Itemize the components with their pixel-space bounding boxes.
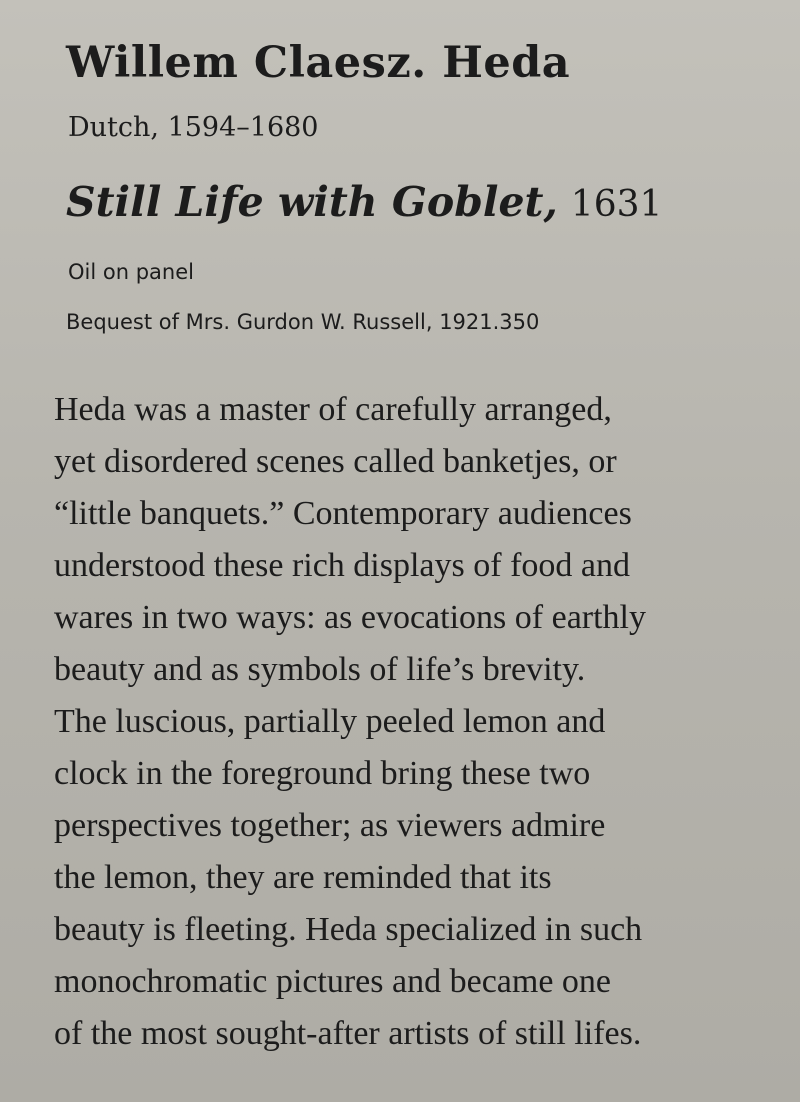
description-line: beauty and as symbols of life’s brevity. [54, 651, 586, 688]
artwork-title [66, 178, 662, 226]
artwork-year: 1631 [570, 184, 663, 225]
description-line: monochromatic pictures and became one [54, 963, 611, 1000]
artist-name: Willem Claesz. Heda [66, 38, 571, 88]
description-paragraph [54, 384, 784, 1060]
description-line: understood these rich displays of food and [54, 547, 630, 584]
description-line: the lemon, they are reminded that its [54, 859, 552, 896]
artwork-title-name: Still Life with Goblet, [66, 178, 558, 226]
description-line: Heda was a master of carefully arranged, [54, 391, 612, 428]
credit-line: Bequest of Mrs. Gurdon W. Russell, 1921.350 [66, 310, 540, 334]
description-line: The luscious, partially peeled lemon and [54, 703, 606, 740]
artwork-medium: Oil on panel [68, 260, 194, 284]
description-line: clock in the foreground bring these two [54, 755, 591, 792]
description-line: yet disordered scenes called banketjes, or [54, 443, 617, 480]
description-line: of the most sought-after artists of still lifes. [54, 1015, 642, 1052]
artist-nationality-dates: Dutch, 1594–1680 [68, 112, 319, 143]
description-line: beauty is fleeting. Heda specialized in such [54, 911, 643, 948]
description-line: perspectives together; as viewers admire [54, 807, 606, 844]
description-line: “little banquets.” Contemporary audiences [54, 495, 632, 532]
description-line: wares in two ways: as evocations of earthly [54, 599, 646, 636]
